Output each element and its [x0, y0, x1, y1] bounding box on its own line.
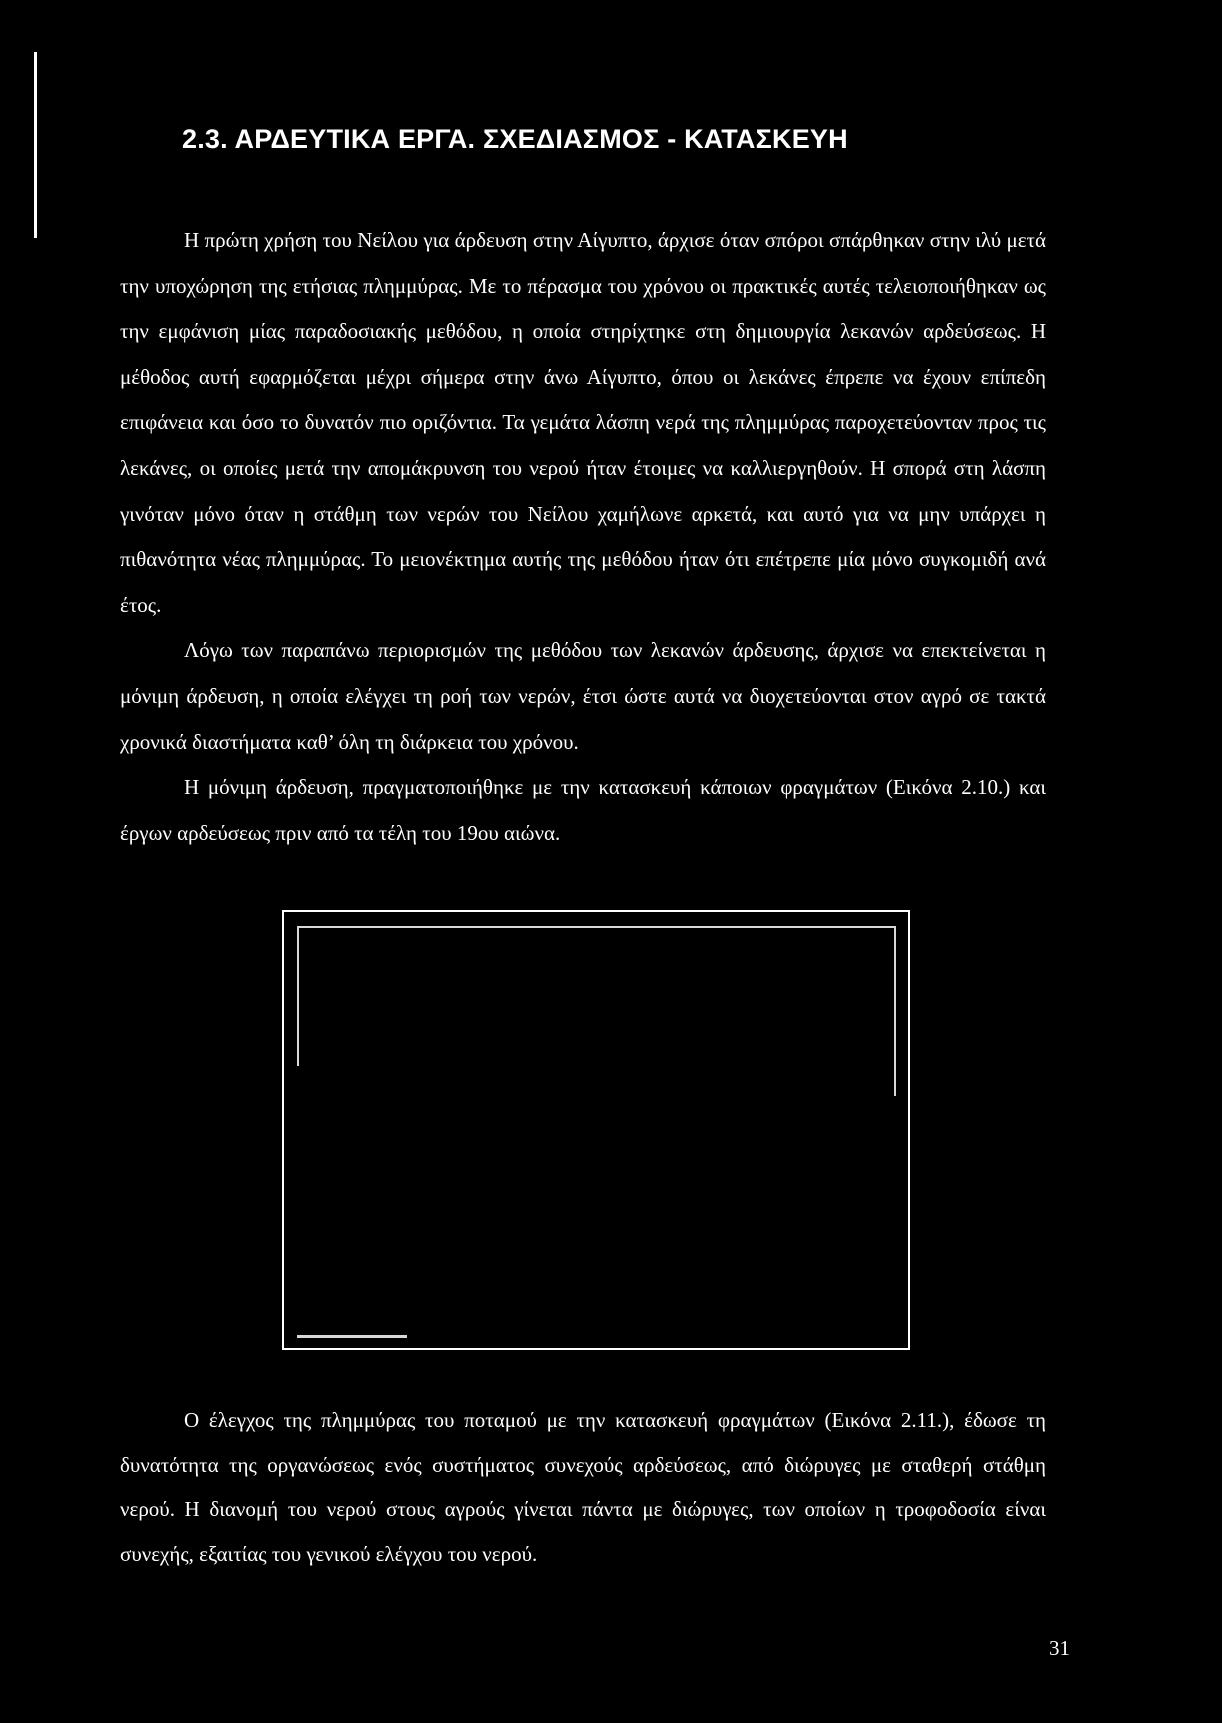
paragraph: Ο έλεγχος της πλημμύρας του ποταμού με την κατασκευή φραγμάτων (Εικόνα 2.11.), έδωσε τη δυνατότητα της οργανώσεως ενός συστήματος συνεχούς αρδεύσεως, από διώρυγες με σταθερή στάθμη νερού. Η διανομή του νερού στους αγρούς γίνεται πάντα με διώρυγες, των οποίων η τροφοδοσία είναι συνεχής, εξαιτίας του γενικού ελέγχου του νερού.	[120, 1408, 1046, 1566]
figure-placeholder	[282, 910, 910, 1350]
figure-inner-border	[297, 926, 896, 928]
paragraph: Λόγω των παραπάνω περιορισμών της μεθόδου των λεκανών άρδευσης, άρχισε να επεκτείνεται η μόνιμη άρδευση, η οποία ελέγχει τη ροή των νερών, έτσι ώστε αυτά να διοχετεύονται στον αγρό σε τακτά χρονικά διαστήματα καθ’ όλη τη διάρκεια του χρόνου.	[120, 638, 1046, 754]
body-text-after-figure	[120, 1398, 1046, 1576]
paragraph: Η πρώτη χρήση του Νείλου για άρδευση στην Αίγυπτο, άρχισε όταν σπόροι σπάρθηκαν στην ιλύ μετά την υποχώρηση της ετήσιας πλημμύρας. Με το πέρασμα του χρόνου οι πρακτικές αυτές τελειοποιήθηκαν ως την εμφάνιση μίας παραδοσιακής μεθόδου, η οποία στηρίχτηκε στη δημιουργία λεκανών αρδεύσεως. Η μέθοδος αυτή εφαρμόζεται μέχρι σήμερα στην άνω Αίγυπτο, όπου οι λεκάνες έπρεπε να έχουν επίπεδη επιφάνεια και όσο το δυνατόν πιο οριζόντια. Τα γεμάτα λάσπη νερά της πλημμύρας παροχετεύονταν προς τις λεκάνες, οι οποίες μετά την απομάκρυνση του νερού ήταν έτοιμες να καλλιεργηθούν. Η σπορά στη λάσπη γινόταν μόνο όταν η στάθμη των νερών του Νείλου χαμήλωνε αρκετά, και αυτό για να μην υπάρχει η πιθανότητα νέας πλημμύρας. Το μειονέκτημα αυτής της μεθόδου ήταν ότι επέτρεπε μία μόνο συγκομιδή ανά έτος.	[120, 228, 1046, 617]
section-heading: 2.3. ΑΡΔΕΥΤΙΚΑ ΕΡΓΑ. ΣΧΕΔΙΑΣΜΟΣ - ΚΑΤΑΣΚΕΥΗ	[182, 124, 848, 154]
figure-inner-border	[894, 926, 896, 1096]
figure-inner-border	[297, 1335, 407, 1338]
scan-margin-line	[34, 52, 37, 238]
page-number: 31	[1049, 1636, 1070, 1660]
figure-inner-border	[297, 926, 299, 1066]
paragraph: Η μόνιμη άρδευση, πραγματοποιήθηκε με την κατασκευή κάποιων φραγμάτων (Εικόνα 2.10.) και έργων αρδεύσεως πριν από τα τέλη του 19ου αιώνα.	[120, 775, 1046, 845]
body-text-before-figure	[120, 218, 1046, 856]
